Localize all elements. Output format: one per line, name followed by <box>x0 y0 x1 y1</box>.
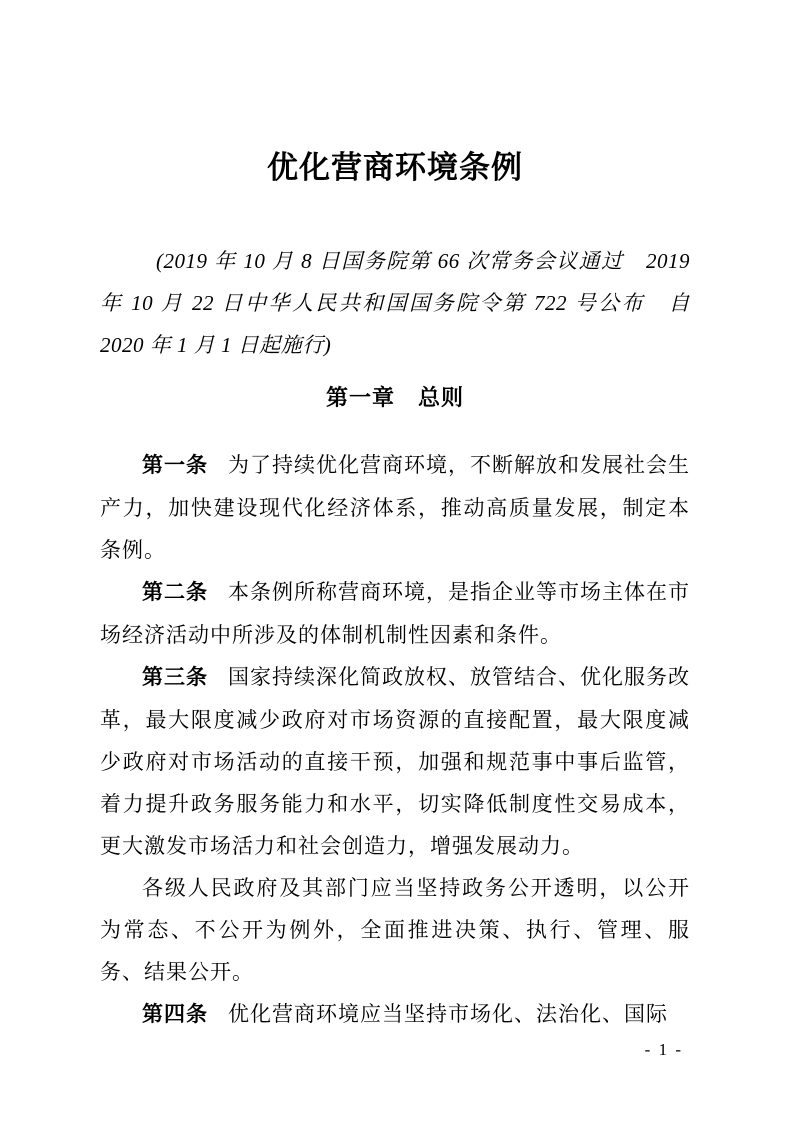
chapter-heading: 第一章 总则 <box>325 385 464 410</box>
article-2-label: 第二条 <box>142 581 208 604</box>
article-1-text: 为了持续优化营商环境，不断解放和发展社会生产力，加快建设现代化经济体系，推动高质量发展，制定本条例。 <box>100 453 690 562</box>
page-number: - 1 - <box>644 1040 683 1059</box>
article-4-text: 各级人民政府及其部门应当坚持政务公开透明，以公开为常态、不公开为例外，全面推进决策、执行、管理、服务、结果公开。 <box>100 876 690 984</box>
preamble-text: (2019 年 10 月 8 日国务院第 66 次常务会议通过 2019 年 10 月 22 日中华人民共和国国务院令第 722 号公布 自 2020 年 1 月 1 日起施行) <box>100 249 690 357</box>
article-list <box>100 444 690 1036</box>
document-title: 优化营商环境条例 <box>267 150 523 185</box>
article-3-label: 第三条 <box>142 666 208 689</box>
article-paragraph-3 <box>100 656 690 867</box>
article-3-text: 国家持续深化简政放权、放管结合、优化服务改革，最大限度减少政府对市场资源的直接配置，最大限度减少政府对市场活动的直接干预，加强和规范事中事后监管，着力提升政务服务能力和水平，切实降低制度性交易成本，更大激发市场活力和社会创造力，增强发展动力。 <box>100 665 690 858</box>
article-paragraph-1 <box>100 444 690 571</box>
article-paragraph-4 <box>100 867 690 993</box>
article-5-label: 第四条 <box>142 1003 208 1026</box>
article-paragraph-5 <box>100 993 690 1036</box>
article-5-text: 优化营商环境应当坚持市场化、法治化、国际 <box>228 1002 668 1026</box>
article-2-text: 本条例所称营商环境，是指企业等市场主体在市场经济活动中所涉及的体制机制性因素和条件。 <box>100 580 690 647</box>
article-paragraph-2 <box>100 571 690 656</box>
article-1-label: 第一条 <box>142 454 208 477</box>
